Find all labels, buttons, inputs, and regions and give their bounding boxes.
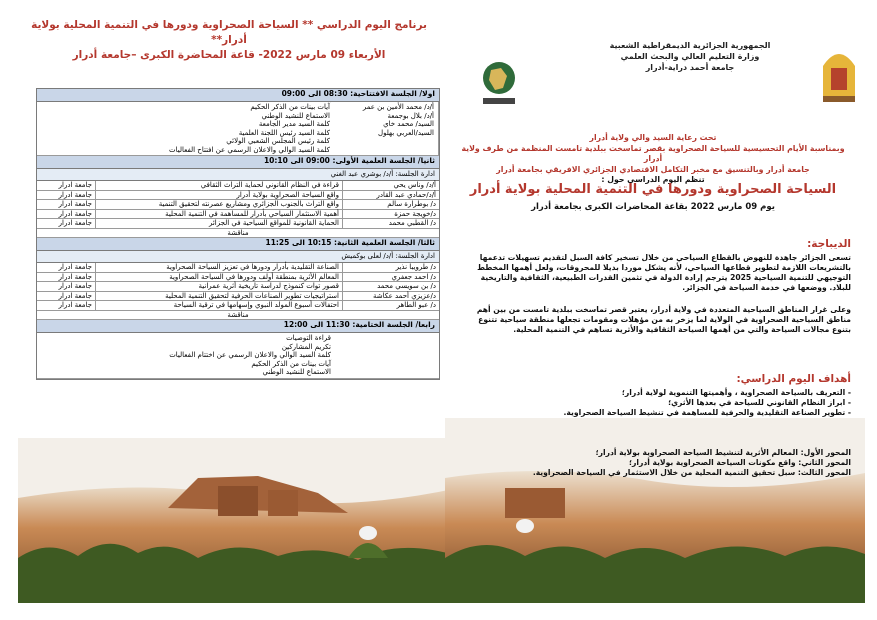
- speaker: د/ احمد جعفري: [342, 273, 439, 282]
- session4-block: [37, 333, 439, 379]
- axes-list: [459, 448, 851, 478]
- table-row: [37, 210, 439, 220]
- list-item: - ابراز النظام القانوني للسياحة في بعدها الأثري؛: [668, 398, 851, 407]
- topic: قراءة في النظام القانوني لحماية التراث الثقافي: [95, 181, 342, 190]
- topic: الحماية القانونية للمواقع السياحية في الجزائر: [95, 219, 342, 228]
- list-item: المحور الثاني: واقع مكونات السياحة الصحراوية بولاية أدرار؛: [628, 458, 851, 467]
- preamble-paragraph2: وعلى غرار المناطق السياحية المتعددة في ولاية أدرار، يعتبر قصر تماسخت ببلدية تامست من بين أهم مناطق السياحية الصحراوية في الولاية لما يزخر به من مؤهلات ومقومات تجعلها منطقة سياحية تتنوع بتنوع مجالات السياحة والتي من أهمها السياحة الثقافية والأثرية تساهم في التنمية المحلية.: [476, 305, 851, 334]
- session4-items: [37, 333, 335, 378]
- session3-chair: ادارة الجلسة: أ/د/ لعلى بوكميش: [37, 251, 439, 263]
- table-row: [37, 301, 439, 311]
- speaker: أ/د/حمادي عبد القادر: [342, 191, 439, 200]
- program-title-line2: الأربعاء 09 مارس 2022- قاعة المحاضرة الكبرى –جامعة أدرار: [72, 49, 386, 61]
- program-title: [18, 18, 440, 63]
- desert-landscape-left: [18, 438, 458, 603]
- table-row: [37, 219, 439, 229]
- event-title: السياحة الصحراوية ودورها في التنمية المحلية بولاية أدرار: [469, 182, 837, 197]
- announcement-panel: [445, 18, 865, 603]
- speaker: د/ طرويبا نذير: [342, 263, 439, 272]
- official: أ/د/ بلال بوجمعة: [387, 111, 434, 120]
- preamble-paragraph1: تسعى الجزائر جاهدة للنهوض بالقطاع السياحي من خلال تسخير كافة السبل لتقديم تسهيلات تدعمها بالتشريعات اللازمة لتطوير قطاعها السياحي، لأنه يشكل موردا بديلا للمحروقات، ولعل أهمها المخطط التوجيهي للتنمية السياحية 2025 يترجم إرادة الدولة في تثمين القدرات الطبيعية، الثقافية والتاريخية للبلاد. ووضعها في خدمة السياحة في الجزائر.: [477, 253, 851, 292]
- official: أ/د/ محمد الأمين بن عمر: [362, 103, 434, 111]
- topic: المعالم الأثرية بمنطقة أولف ودورها في السياحة الصحراوية: [95, 273, 342, 282]
- speaker: د/ عبو الطاهر: [342, 301, 439, 310]
- topic: أهمية الاستثمار السياحي بأدرار للمساهمة في التنمية المحلية: [95, 210, 342, 219]
- session3-header: ثالثا/ الجلسة العلمية الثانية: 10:15 الى 11:25: [37, 238, 439, 251]
- list-item: المحور الأول: المعالم الأثرية لتنشيط السياحة الصحراوية بولاية أدرار؛: [595, 448, 851, 457]
- intro-line3: جامعة أدرار وبالتنسيق مع مخبر التكامل الاقتصادي الجزائري الافريقي بجامعة أدرار: [496, 164, 810, 174]
- table-row: [37, 292, 439, 302]
- agenda-item: آيات بينات من الذكر الحكيم: [250, 103, 330, 111]
- table-row: [37, 191, 439, 201]
- session3-discussion: مناقشة: [37, 311, 439, 321]
- agenda-item: كلمة السيد الوالي والاعلان الرسمي عن افتتاح الفعاليات: [168, 145, 330, 154]
- table-row: [37, 282, 439, 292]
- list-item: المحور الثالث: سبل تحقيق التنمية المحلية من خلال الاستثمار في السياحة الصحراوية.: [532, 468, 851, 477]
- program-title-line1: برنامج اليوم الدراسي ** السياحة الصحراوية ودورها في التنمية المحلية بولاية أدرار**: [31, 19, 427, 46]
- schedule-table: [36, 88, 440, 380]
- affiliation: جامعة ادرار: [58, 209, 92, 218]
- affiliation: جامعة ادرار: [58, 263, 92, 271]
- program-panel: [18, 18, 440, 603]
- speaker: أ/د/ وناس يحي: [342, 181, 439, 190]
- agenda-item: كلمة السيد مدير الجامعة: [258, 120, 330, 128]
- table-row: [37, 181, 439, 191]
- speaker: د/ بن سويسي محمد: [342, 282, 439, 291]
- table-row: [37, 263, 439, 273]
- session1-officials: [334, 102, 439, 155]
- republic-name: الجمهورية الجزائرية الديمقراطية الشعبية: [609, 41, 771, 50]
- topic: الصناعة التقليدية بأدرار ودورها في تعزيز السياحة الصحراوية: [95, 263, 342, 272]
- affiliation: جامعة ادرار: [58, 291, 92, 300]
- university-name: جامعة أحمد دراية-أدرار: [645, 63, 735, 72]
- agenda-item: قراءة التوصيات: [286, 334, 331, 342]
- topic: استراتيجيات تطوير الصناعات الحرفية لتحقيق التنمية المحلية: [95, 292, 342, 301]
- affiliation: جامعة ادرار: [58, 301, 92, 309]
- official: السيد/ محمد خاي: [383, 120, 434, 128]
- affiliation: جامعة ادرار: [58, 181, 92, 189]
- topic: واقع التراث بالجنوب الجزائري ومشاريع عصرنته لتحقيق التنمية: [95, 200, 342, 209]
- session2-discussion: مناقشة: [37, 229, 439, 239]
- laboratory-logo-icon: [477, 58, 521, 108]
- agenda-item: تكريم المشاركين: [281, 342, 331, 351]
- session2-header: ثانيا/ الجلسة العلمية الأولى: 09:00 الى 10:10: [37, 156, 439, 169]
- session1-block: [37, 102, 439, 156]
- speaker: د/خويجة حمزة: [342, 210, 439, 219]
- agenda-item: الاستماع للنشيد الوطني: [261, 111, 330, 120]
- list-item: - التعريف بالسياحة الصحراوية ، وأهميتها التنموية لولاية أدرار؛: [621, 388, 851, 397]
- event-date: يوم 09 مارس 2022 بقاعة المحاضرات الكبرى بجامعة أدرار: [531, 202, 775, 212]
- preamble-heading: الديباجة:: [807, 238, 851, 250]
- official: السيد/العربي بهلول: [378, 128, 434, 137]
- session4-header: رابعا/ الجلسة الختامية: 11:30 الى 12:00: [37, 320, 439, 333]
- topic: احتفالات أسبوع المولد النبوي وإسهامها في ترقية السياحة: [95, 301, 342, 310]
- affiliation: جامعة ادرار: [58, 282, 92, 290]
- objectives-heading: أهداف اليوم الدراسي:: [736, 373, 851, 385]
- table-row: [37, 273, 439, 283]
- ministry-name: وزارة التعليم العالي والبحث العلمي: [620, 52, 760, 61]
- agenda-item: الاستماع للنشيد الوطني: [262, 368, 331, 376]
- list-item: - تطوير الصناعة التقليدية والحرفية للمساهمة في تنشيط السياحة الصحراوية.: [563, 408, 851, 417]
- topic: قصور توات كنموذج لدراسة تاريخية أثرية عمرانية: [95, 282, 342, 291]
- session1-items: [37, 102, 334, 155]
- affiliation: جامعة ادرار: [58, 200, 92, 208]
- session2-chair: ادارة الجلسة: أ/د/ بوشري عبد الغني: [37, 169, 439, 181]
- intro-line2: وبمناسبة الأيام التحسيسية للسياحة الصحراوية بقصر تماسخت ببلدية تامست المنظمة من طرف ولاية أدرار: [461, 143, 845, 163]
- intro-line4: تنظم اليوم الدراسي حول :: [601, 175, 705, 184]
- agenda-item: كلمة رئيس المجلس الشعبي الولائي: [226, 137, 330, 145]
- speaker: د/ القطبي محمد: [342, 219, 439, 228]
- institution-header: [575, 40, 805, 73]
- session4-spacer: [335, 333, 439, 378]
- speaker: د/عزيزي أحمد عكاشة: [342, 292, 439, 301]
- affiliation: جامعة ادرار: [58, 190, 92, 199]
- intro-block: [453, 133, 853, 186]
- agenda-item: آيات بينات من الذكر الحكيم: [251, 359, 331, 368]
- affiliation: جامعة ادرار: [58, 219, 92, 227]
- agenda-item: كلمة السيد الوالي والاعلان الرسمي عن اختتام الفعاليات: [169, 351, 331, 359]
- agenda-item: كلمة السيد رئيس اللجنة العلمية: [238, 128, 330, 137]
- university-logo-icon: [819, 46, 859, 104]
- session1-header: اولا/ الجلسة الافتتاحية: 08:30 الى 09:00: [37, 89, 439, 102]
- speaker: د/ بوطرارة سالم: [342, 200, 439, 209]
- objectives-list: [459, 388, 851, 418]
- intro-line1: تحت رعاية السيد والي ولاية أدرار: [589, 133, 717, 142]
- table-row: [37, 200, 439, 210]
- desert-landscape-right: [445, 418, 865, 603]
- affiliation: جامعة ادرار: [58, 272, 92, 281]
- topic: واقع السياحة الصحراوية بولاية أدرار: [95, 191, 342, 200]
